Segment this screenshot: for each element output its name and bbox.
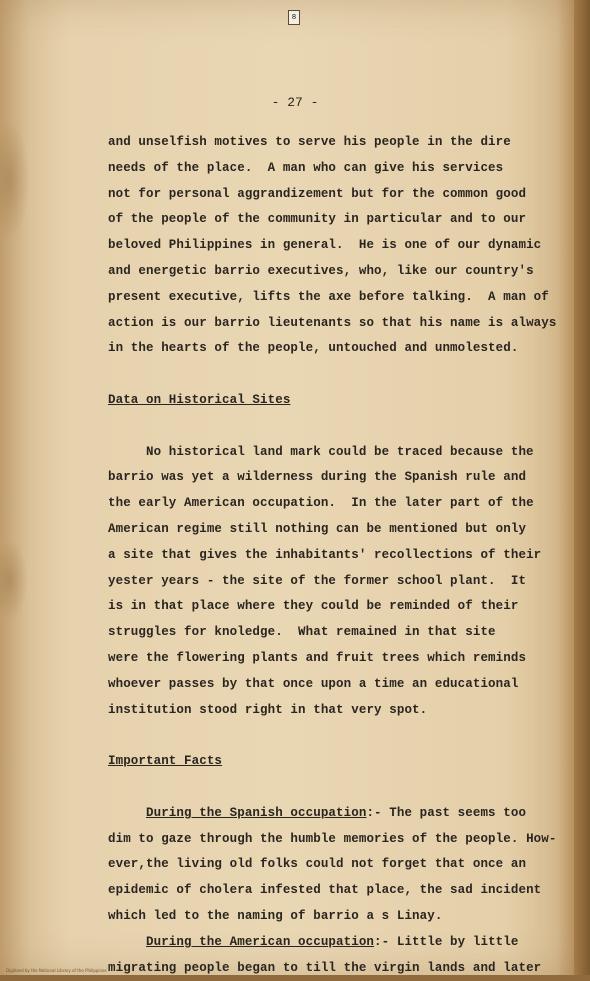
text-line: and energetic barrio executives, who, like our country's [108,259,568,285]
text-fragment: :- The past seems too [366,806,526,820]
text-line: is in that place where they could be reminded of their [108,594,568,620]
text-fragment: :- Little by little [374,935,518,949]
text-line: yester years - the site of the former school plant. It [108,569,568,595]
text-line: present executive, lifts the axe before talking. A man of [108,285,568,311]
footer-credit: Digitized by the National Library of the Philippines [6,968,107,973]
text-line: barrio was yet a wilderness during the Spanish rule and [108,465,568,491]
text-line: struggles for knoledge. What remained in that site [108,620,568,646]
subheading-spanish-occupation: During the Spanish occupation [146,806,366,820]
text-line: beloved Philippines in general. He is one of our dynamic [108,233,568,259]
text-line: action is our barrio lieutenants so that his name is always [108,311,568,337]
text-line: migrating people began to till the virgin lands and later [108,956,568,981]
spacer [108,362,568,388]
text-line: American regime still nothing can be mentioned but only [108,517,568,543]
text-line: No historical land mark could be traced because the [108,440,568,466]
text-line: needs of the place. A man who can give his services [108,156,568,182]
page-tag: 8 [288,10,300,25]
spacer [108,414,568,440]
text-line: were the flowering plants and fruit trees which reminds [108,646,568,672]
text-line: ever,the living old folks could not forget that once an [108,852,568,878]
text-line: which led to the naming of barrio a s Linay. [108,904,568,930]
text-line: epidemic of cholera infested that place, the sad incident [108,878,568,904]
text-line: whoever passes by that once upon a time an educational [108,672,568,698]
subheading-american-occupation: During the American occupation [146,935,374,949]
paper-stain [0,540,28,620]
text-line: institution stood right in that very spot. [108,698,568,724]
section-heading-historical-sites: Data on Historical Sites [108,393,290,407]
spacer [108,775,568,801]
spacer [108,723,568,749]
page-number: - 27 - [0,95,582,110]
page-edge [574,0,590,975]
text-line: the early American occupation. In the later part of the [108,491,568,517]
paper-stain [0,120,30,240]
text-line: a site that gives the inhabitants' recollections of their [108,543,568,569]
text-line: not for personal aggrandizement but for the common good [108,182,568,208]
section-heading-important-facts: Important Facts [108,754,222,768]
text-line: and unselfish motives to serve his people in the dire [108,130,568,156]
text-line: dim to gaze through the humble memories of the people. How- [108,827,568,853]
text-line: in the hearts of the people, untouched and unmolested. [108,336,568,362]
text-line: of the people of the community in particular and to our [108,207,568,233]
document-body [108,130,568,981]
